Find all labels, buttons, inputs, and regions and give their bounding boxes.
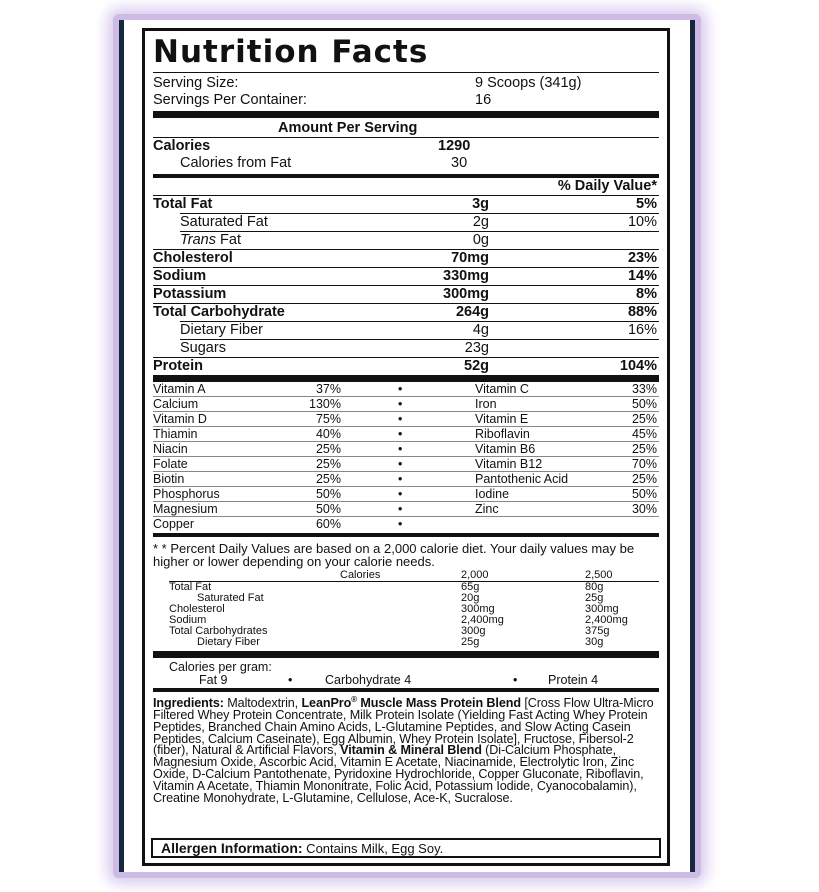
nutrient-daily-value: 104% <box>619 358 657 374</box>
calories-from-fat-row <box>153 155 659 172</box>
reference-value-a: 20g <box>461 592 480 604</box>
vitamin-row <box>153 382 659 396</box>
vitamin-right-name: Vitamin B12 <box>475 457 543 471</box>
nutrient-label: Protein <box>153 358 203 374</box>
nutrient-row <box>153 268 659 285</box>
nutrient-amount: 4g <box>472 322 489 338</box>
ingredients-part-3: (Di-Calcium Phosphate, Magnesium Oxide, Ascorbic Acid, Vitamin E Acetate, Niacinamide, Electrolytic Iron, Zinc Oxide, D-Calcium Pantothenate, Pyridoxine Hydrochloride, Copper Gluconate, Riboflavin, Vitamin A Acetate, Thiamin Mononitrate, Folic Acid, Potassium Iodide, Cyanocobalamin), Creatine Monohydrate, L-Glutamine, Cellulose, Ace-K, Sucralose. <box>153 743 644 805</box>
daily-value-header: % Daily Value* <box>557 178 657 194</box>
vitamin-bullet: • <box>398 502 403 516</box>
reference-value-a: 2,400mg <box>461 614 504 626</box>
ingredients-label: Ingredients: <box>153 696 224 711</box>
vitamin-left-name: Copper <box>153 517 194 531</box>
reference-label: Sodium <box>169 614 207 626</box>
nutrient-daily-value: 14% <box>627 268 657 284</box>
amount-per-serving: Amount Per Serving <box>278 120 418 136</box>
vitamin-row <box>153 397 659 411</box>
calories-per-gram-row <box>153 661 659 673</box>
vitamin-bullet: • <box>398 427 403 441</box>
nutrient-row <box>153 214 659 231</box>
vitamin-right-value: 25% <box>631 442 657 456</box>
ingredients-text <box>153 694 659 804</box>
vitamin-row <box>153 502 659 516</box>
nutrient-row <box>153 232 659 249</box>
reference-value-b: 30g <box>585 636 604 648</box>
calories-per-gram-label: Calories per gram: <box>169 660 272 674</box>
serving-rule <box>153 111 659 118</box>
reference-table <box>153 582 659 648</box>
calories-label: Calories <box>153 138 211 154</box>
vitamin-row <box>153 517 659 531</box>
calories-per-gram-values <box>153 673 659 687</box>
vitamin-bullet: • <box>398 412 403 426</box>
reference-value-b: 375g <box>585 625 610 637</box>
reference-row <box>153 604 659 615</box>
vitamin-left-value: 25% <box>315 472 341 486</box>
vitamin-right-name: Vitamin B6 <box>475 442 536 456</box>
vitamin-right-name: Riboflavin <box>475 427 530 441</box>
reference-bottom-rule <box>153 651 659 658</box>
nutrient-row <box>153 250 659 267</box>
nutrient-label: Trans Fat <box>180 232 241 248</box>
vitamin-right-value: 30% <box>631 502 657 516</box>
cpg-protein: Protein 4 <box>548 673 599 687</box>
vitamin-right-name: Pantothenic Acid <box>475 472 569 486</box>
amount-per-serving-row <box>153 120 659 137</box>
nutrient-daily-value: 88% <box>627 304 657 320</box>
reference-label: Dietary Fiber <box>197 636 260 648</box>
vitamin-left-value: 130% <box>309 397 341 411</box>
vitamin-rule <box>153 533 659 537</box>
vitamin-right-value: 50% <box>631 397 657 411</box>
nutrient-label: Cholesterol <box>153 250 233 266</box>
reference-value-a: 25g <box>461 636 480 648</box>
serving-size-value: 9 Scoops (341g) <box>475 75 582 91</box>
vitamin-right-name: Zinc <box>475 502 499 516</box>
nutrient-daily-value: 8% <box>636 286 657 302</box>
allergen-label: Allergen Information: <box>161 840 303 856</box>
nutrient-amount: 330mg <box>443 268 489 284</box>
nutrient-label: Total Carbohydrate <box>153 304 285 320</box>
vitamin-right-value: 33% <box>631 382 657 396</box>
nutrient-amount: 0g <box>472 232 489 248</box>
nutrient-row <box>153 286 659 303</box>
calories-from-fat-label: Calories from Fat <box>180 155 292 171</box>
footnote: * * Percent Daily Values are based on a 2,000 calorie diet. Your daily values may be higher or lower depending on your calorie needs. <box>153 541 635 569</box>
cpg-rule <box>153 688 659 692</box>
vitamin-left-name: Vitamin A <box>153 382 206 396</box>
cpg-fat: Fat 9 <box>199 673 228 687</box>
vitamin-bullet: • <box>398 397 403 411</box>
ingredients-part-1: Maltodextrin, <box>223 696 302 711</box>
reference-value-a: 300mg <box>461 603 495 615</box>
nutrient-label: Saturated Fat <box>180 214 268 230</box>
vitamin-left-value: 60% <box>315 517 341 531</box>
reference-value-b: 25g <box>585 592 604 604</box>
servings-per-container-label: Servings Per Container: <box>153 92 307 108</box>
vitamin-left-name: Magnesium <box>153 502 218 516</box>
reference-header-label: Calories <box>340 569 381 581</box>
vitamin-left-value: 37% <box>315 382 341 396</box>
nutrient-list <box>153 196 659 375</box>
vitamin-left-name: Niacin <box>153 442 188 456</box>
vitamin-bullet: • <box>398 442 403 456</box>
nutrient-rule <box>153 375 659 382</box>
nutrient-row <box>153 340 659 357</box>
daily-value-header-row <box>153 178 659 195</box>
vitamin-row <box>153 457 659 471</box>
vitamin-left-name: Thiamin <box>153 427 198 441</box>
cpg-bullet-1: • <box>288 673 293 687</box>
vitamin-right-value: 25% <box>631 472 657 486</box>
reference-label: Cholesterol <box>169 603 225 615</box>
reference-value-b: 2,400mg <box>585 614 628 626</box>
vitamin-row <box>153 472 659 486</box>
vitamin-right-value: 45% <box>631 427 657 441</box>
ingredients-blend-1-name: LeanPro <box>301 696 352 711</box>
allergen-value: Contains Milk, Egg Soy. <box>302 841 444 856</box>
reference-header-row <box>153 570 659 581</box>
nutrient-daily-value: 5% <box>636 196 657 212</box>
serving-size-row <box>153 75 659 92</box>
reference-label: Saturated Fat <box>197 592 264 604</box>
cpg-bullet-2: • <box>513 673 518 687</box>
nutrient-row <box>153 322 659 339</box>
nutrient-row <box>153 304 659 321</box>
reference-header-a: 2,000 <box>461 569 489 581</box>
reference-row <box>153 637 659 648</box>
vitamin-bullet: • <box>398 472 403 486</box>
nutrient-label: Sugars <box>180 340 226 356</box>
reference-value-b: 300mg <box>585 603 619 615</box>
registered-mark: ® <box>351 695 357 704</box>
vitamin-bullet: • <box>398 487 403 501</box>
vitamin-bullet: • <box>398 457 403 471</box>
reference-header-b: 2,500 <box>585 569 613 581</box>
calories-from-fat-value: 30 <box>451 155 468 171</box>
vitamin-left-name: Folate <box>153 457 188 471</box>
nutrient-amount: 264g <box>455 304 489 320</box>
reference-value-a: 65g <box>461 581 480 593</box>
servings-per-container-value: 16 <box>475 92 492 108</box>
reference-label: Total Carbohydrates <box>169 625 268 637</box>
serving-size-label: Serving Size: <box>153 75 239 91</box>
vitamin-right-value: 70% <box>631 457 657 471</box>
nutrition-facts-panel <box>142 28 670 866</box>
reference-row <box>153 593 659 604</box>
vitamin-bullet: • <box>398 382 403 396</box>
ingredients-blend-2: Vitamin & Mineral Blend <box>340 743 482 758</box>
ingredients-blend-1-rest: Muscle Mass Protein Blend <box>356 696 521 711</box>
panel-title: Nutrition Facts <box>153 34 429 70</box>
vitamin-right-value: 50% <box>631 487 657 501</box>
reference-label: Total Fat <box>169 581 212 593</box>
vitamin-right-value: 25% <box>631 412 657 426</box>
reference-value-b: 80g <box>585 581 604 593</box>
vitamin-row <box>153 487 659 501</box>
nutrient-row <box>153 196 659 213</box>
title-rule <box>153 72 659 73</box>
nutrient-amount: 52g <box>464 358 489 374</box>
vitamin-right-name: Vitamin C <box>475 382 529 396</box>
vitamin-left-name: Biotin <box>153 472 185 486</box>
nutrient-amount: 3g <box>472 196 489 212</box>
vitamin-right-name: Vitamin E <box>475 412 529 426</box>
nutrient-label: Sodium <box>153 268 207 284</box>
allergen-box <box>151 838 661 858</box>
nutrient-row <box>153 358 659 375</box>
vitamin-list <box>153 382 659 531</box>
vitamin-left-value: 50% <box>315 487 341 501</box>
ingredients-part-2: [Cross Flow Ultra-Micro Filtered Whey Protein Concentrate, Milk Protein Isolate (Yielding Fast Acting Whey Protein Peptides, Branched Chain Amino Acids, L-Glutamine Peptides, and Slow Acting Casein Peptides, Calcium Caseinate), Egg Albumin, Whey Protein Isolate], Fructose, Fibersol-2 (fiber), Natural & Artificial Flavors, <box>153 696 654 758</box>
cpg-carbohydrate: Carbohydrate 4 <box>325 673 412 687</box>
calories-row <box>153 138 659 155</box>
nutrient-daily-value: 10% <box>627 214 657 230</box>
vitamin-row <box>153 442 659 456</box>
vitamin-left-name: Calcium <box>153 397 199 411</box>
vitamin-left-value: 50% <box>315 502 341 516</box>
servings-per-container-row <box>153 92 659 109</box>
vitamin-left-name: Vitamin D <box>153 412 207 426</box>
vitamin-left-value: 25% <box>315 442 341 456</box>
nutrient-label: Potassium <box>153 286 227 302</box>
vitamin-left-value: 75% <box>315 412 341 426</box>
vitamin-row <box>153 427 659 441</box>
nutrient-daily-value: 23% <box>627 250 657 266</box>
vitamin-row <box>153 412 659 426</box>
vitamin-bullet: • <box>398 517 403 531</box>
nutrient-label: Total Fat <box>153 196 213 212</box>
vitamin-left-value: 40% <box>315 427 341 441</box>
vitamin-right-name: Iron <box>475 397 497 411</box>
nutrient-amount: 300mg <box>443 286 489 302</box>
vitamin-left-name: Phosphorus <box>153 487 220 501</box>
vitamin-left-value: 25% <box>315 457 341 471</box>
nutrient-daily-value: 16% <box>627 322 657 338</box>
nutrient-amount: 70mg <box>451 250 489 266</box>
reference-value-a: 300g <box>461 625 486 637</box>
nutrient-amount: 23g <box>464 340 489 356</box>
nutrient-amount: 2g <box>472 214 489 230</box>
calories-value: 1290 <box>438 138 471 154</box>
nutrient-label: Dietary Fiber <box>180 322 263 338</box>
vitamin-right-name: Iodine <box>475 487 510 501</box>
